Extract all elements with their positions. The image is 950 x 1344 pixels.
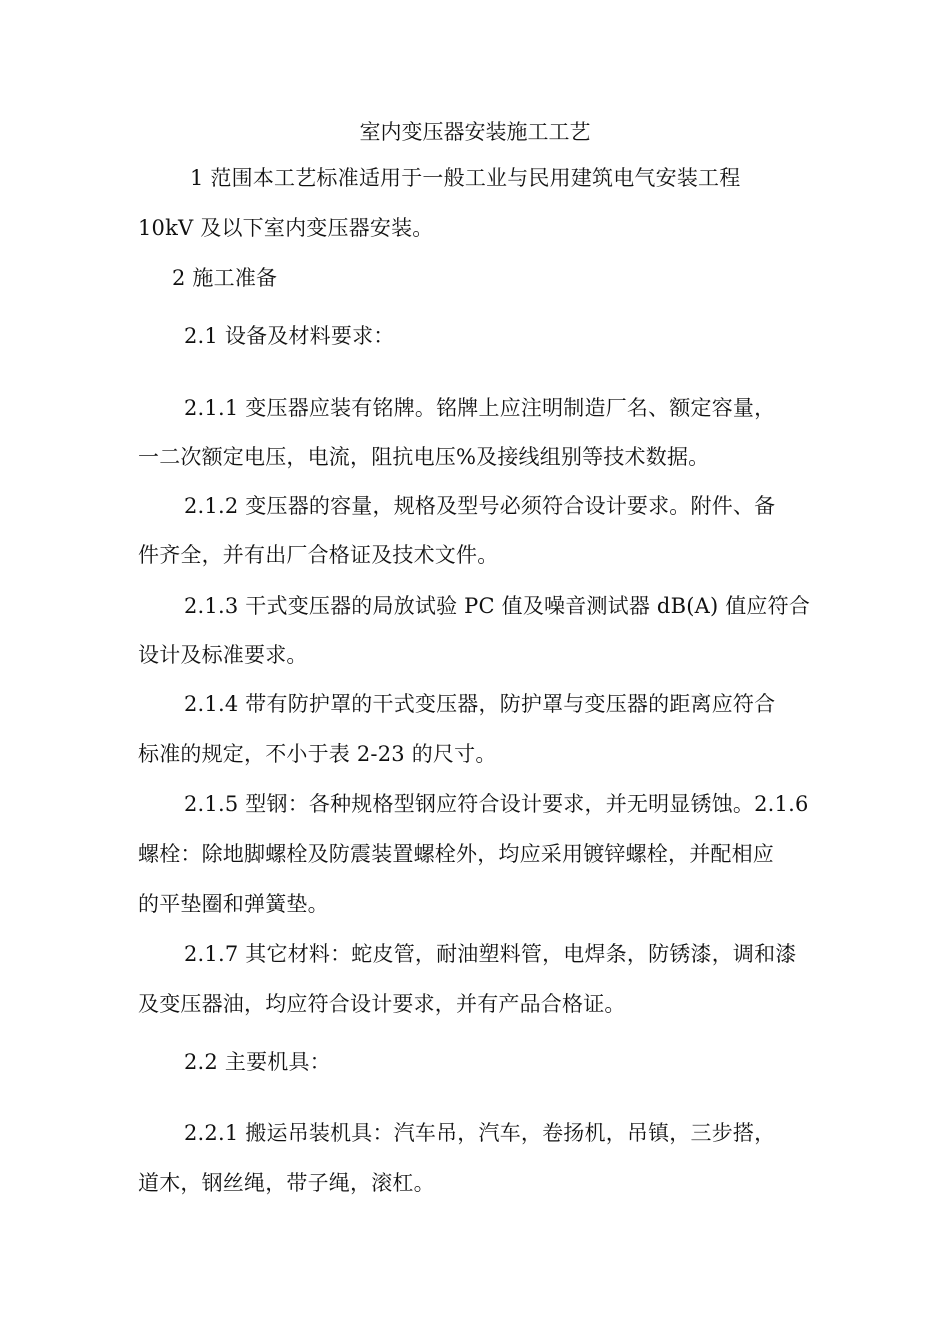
paragraph-line: 2.1.1 变压器应装有铭牌。铭牌上应注明制造厂名、额定容量， [184,396,776,420]
paragraph-line: 件齐全，并有出厂合格证及技术文件。 [138,543,499,567]
paragraph-line: 2.2.1 搬运吊装机具：汽车吊，汽车，卷扬机，吊镇，三步搭， [184,1121,776,1145]
paragraph-line: 的平垫圈和弹簧垫。 [138,892,329,916]
document-title: 室内变压器安装施工工艺 [359,120,591,144]
paragraph-line: 2.1.5 型钢：各种规格型钢应符合设计要求，并无明显锈蚀。2.1.6 [184,792,809,816]
subsection-heading: 2.2 主要机具： [184,1050,331,1074]
paragraph-line: 标准的规定，不小于表 2-23 的尺寸。 [138,742,497,766]
subsection-heading: 2.1 设备及材料要求： [184,324,395,348]
paragraph-line: 2.1.3 干式变压器的局放试验 PC 值及噪音测试器 dB(A) 值应符合 [184,594,811,618]
paragraph-line: 道木，钢丝绳，带子绳，滚杠。 [138,1171,435,1195]
paragraph-line: 一二次额定电压，电流，阻抗电压%及接线组别等技术数据。 [138,445,710,469]
paragraph-line: 2.1.2 变压器的容量，规格及型号必须符合设计要求。附件、备 [184,494,776,518]
paragraph-line: 设计及标准要求。 [138,643,308,667]
paragraph-line: 2.1.7 其它材料：蛇皮管，耐油塑料管，电焊条，防锈漆，调和漆 [184,942,797,966]
section-heading: 2 施工准备 [172,266,278,290]
paragraph-line: 2.1.4 带有防护罩的干式变压器，防护罩与变压器的距离应符合 [184,692,776,716]
paragraph-line: 10kV 及以下室内变压器安装。 [138,216,434,240]
paragraph-line: 及变压器油，均应符合设计要求，并有产品合格证。 [138,992,626,1016]
paragraph-line: 1 范围本工艺标准适用于一般工业与民用建筑电气安装工程 [190,166,741,190]
paragraph-line: 螺栓：除地脚螺栓及防震装置螺栓外，均应采用镀锌螺栓，并配相应 [138,842,774,866]
